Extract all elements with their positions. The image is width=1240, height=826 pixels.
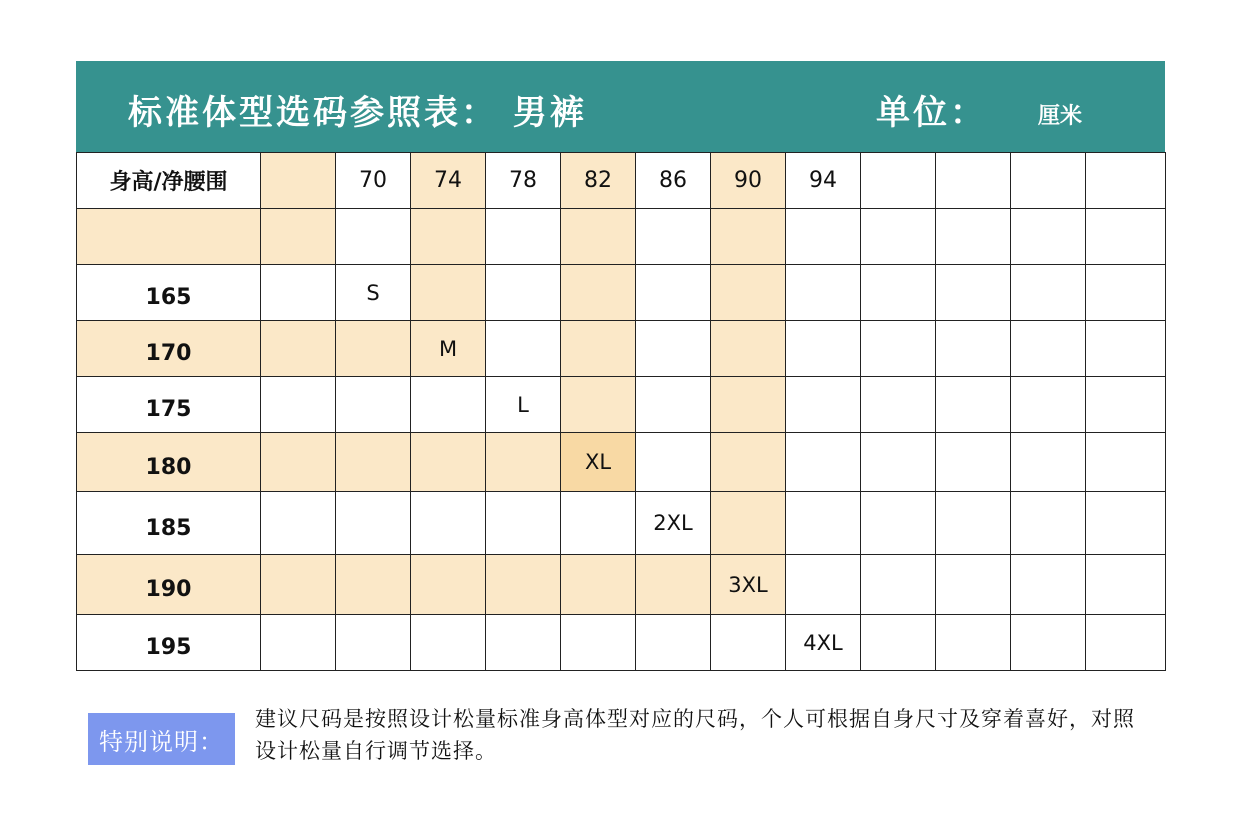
table-cell	[1086, 492, 1166, 555]
table-cell	[561, 209, 636, 265]
table-cell	[486, 555, 561, 615]
table-cell	[1086, 209, 1166, 265]
table-cell	[486, 615, 561, 671]
table-row	[77, 377, 1166, 433]
waist-header-cell	[936, 153, 1011, 209]
table-cell	[486, 321, 561, 377]
table-cell	[636, 433, 711, 492]
table-cell	[336, 492, 411, 555]
unit-value: 厘米	[1038, 104, 1083, 129]
corner-header: 身高/净腰围	[77, 153, 261, 209]
table-cell	[336, 209, 411, 265]
table-cell	[261, 209, 336, 265]
table-cell	[861, 209, 936, 265]
table-cell	[411, 555, 486, 615]
waist-header-cell: 86	[636, 153, 711, 209]
table-cell	[261, 555, 336, 615]
table-row	[77, 615, 1166, 671]
table-cell	[261, 377, 336, 433]
table-row	[77, 433, 1166, 492]
table-cell	[336, 433, 411, 492]
table-cell	[261, 321, 336, 377]
table-cell	[1011, 492, 1086, 555]
unit-label: 单位：	[876, 93, 987, 133]
waist-header-cell	[261, 153, 336, 209]
table-cell	[336, 555, 411, 615]
height-cell: 170	[77, 321, 261, 377]
table-cell	[561, 321, 636, 377]
table-cell	[561, 492, 636, 555]
table-cell	[411, 433, 486, 492]
waist-header-row	[77, 153, 1166, 209]
height-cell: 180	[77, 433, 261, 492]
table-cell	[936, 615, 1011, 671]
table-cell	[861, 377, 936, 433]
table-cell	[486, 492, 561, 555]
table-cell	[1086, 615, 1166, 671]
waist-header-cell: 70	[336, 153, 411, 209]
waist-header-cell: 90	[711, 153, 786, 209]
table-cell	[1011, 555, 1086, 615]
size-cell: M	[411, 321, 486, 377]
table-cell	[936, 377, 1011, 433]
table-cell	[1011, 433, 1086, 492]
size-cell: L	[486, 377, 561, 433]
table-cell	[711, 377, 786, 433]
table-cell	[411, 492, 486, 555]
waist-header-cell	[861, 153, 936, 209]
waist-header-cell: 78	[486, 153, 561, 209]
table-cell	[711, 615, 786, 671]
table-cell	[711, 492, 786, 555]
table-cell	[336, 321, 411, 377]
table-cell	[1086, 321, 1166, 377]
table-row	[77, 209, 1166, 265]
table-cell	[936, 209, 1011, 265]
note-text: 建议尺码是按照设计松量标准身高体型对应的尺码，个人可根据自身尺寸及穿着喜好，对照设计松量自行调节选择。	[255, 707, 1135, 763]
table-cell	[936, 492, 1011, 555]
table-cell	[786, 321, 861, 377]
table-cell	[636, 555, 711, 615]
table-row	[77, 555, 1166, 615]
table-cell	[711, 209, 786, 265]
table-cell	[1086, 433, 1166, 492]
table-cell	[261, 265, 336, 321]
height-cell: 175	[77, 377, 261, 433]
table-cell	[261, 433, 336, 492]
table-cell	[636, 265, 711, 321]
table-cell	[561, 265, 636, 321]
table-cell	[711, 265, 786, 321]
table-cell	[1086, 555, 1166, 615]
table-cell	[261, 492, 336, 555]
table-cell	[411, 209, 486, 265]
table-cell	[936, 321, 1011, 377]
table-cell	[636, 209, 711, 265]
table-cell	[411, 615, 486, 671]
table-cell	[786, 377, 861, 433]
size-cell: 4XL	[786, 615, 861, 671]
table-cell	[861, 555, 936, 615]
table-cell	[336, 615, 411, 671]
height-cell	[77, 209, 261, 265]
table-cell	[561, 555, 636, 615]
size-cell: XL	[561, 433, 636, 492]
table-row	[77, 321, 1166, 377]
size-table	[76, 152, 1166, 671]
table-cell	[486, 265, 561, 321]
table-cell	[486, 433, 561, 492]
table-cell	[786, 265, 861, 321]
table-cell	[411, 265, 486, 321]
table-cell	[711, 321, 786, 377]
height-cell: 195	[77, 615, 261, 671]
height-cell: 190	[77, 555, 261, 615]
table-cell	[336, 377, 411, 433]
table-cell	[261, 615, 336, 671]
table-cell	[411, 377, 486, 433]
table-cell	[711, 433, 786, 492]
table-cell	[786, 555, 861, 615]
table-cell	[861, 615, 936, 671]
table-cell	[636, 377, 711, 433]
table-cell	[786, 209, 861, 265]
note-label: 特别说明：	[88, 713, 235, 765]
table-cell	[861, 321, 936, 377]
table-cell	[1011, 321, 1086, 377]
table-cell	[786, 492, 861, 555]
table-cell	[936, 433, 1011, 492]
table-row	[77, 265, 1166, 321]
table-cell	[486, 209, 561, 265]
table-cell	[861, 433, 936, 492]
height-cell: 185	[77, 492, 261, 555]
table-cell	[636, 321, 711, 377]
waist-header-cell: 82	[561, 153, 636, 209]
height-cell: 165	[77, 265, 261, 321]
table-cell	[1086, 377, 1166, 433]
table-cell	[1011, 265, 1086, 321]
table-cell	[936, 555, 1011, 615]
waist-header-cell	[1086, 153, 1166, 209]
waist-header-cell: 74	[411, 153, 486, 209]
table-cell	[1011, 615, 1086, 671]
chart-header	[76, 61, 1165, 153]
table-cell	[1011, 377, 1086, 433]
size-cell: S	[336, 265, 411, 321]
table-cell	[561, 377, 636, 433]
waist-header-cell: 94	[786, 153, 861, 209]
table-cell	[561, 615, 636, 671]
table-cell	[636, 615, 711, 671]
table-cell	[861, 265, 936, 321]
waist-header-cell	[1011, 153, 1086, 209]
table-cell	[1086, 265, 1166, 321]
size-cell: 2XL	[636, 492, 711, 555]
table-cell	[936, 265, 1011, 321]
table-row	[77, 492, 1166, 555]
table-cell	[1011, 209, 1086, 265]
size-cell: 3XL	[711, 555, 786, 615]
table-cell	[861, 492, 936, 555]
table-cell	[786, 433, 861, 492]
chart-title: 标准体型选码参照表： 男裤	[128, 93, 587, 133]
